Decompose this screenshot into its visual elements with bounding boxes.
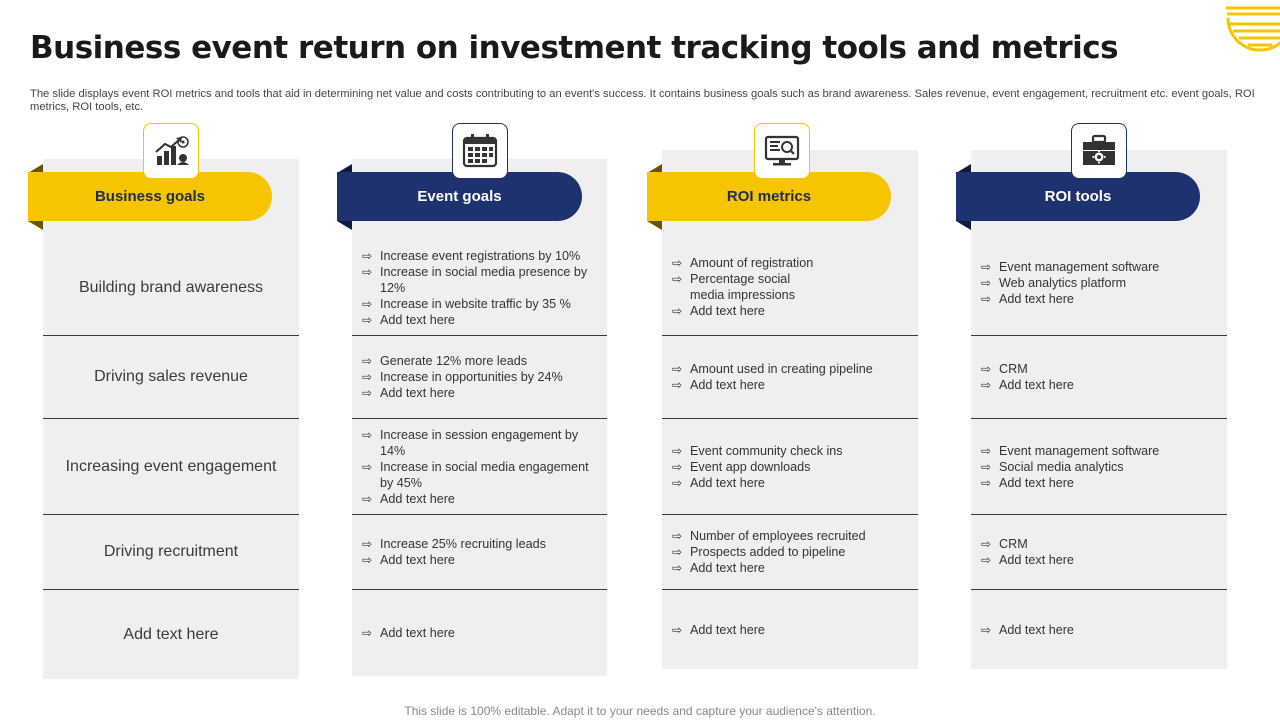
roi-metric-row <box>662 336 918 419</box>
event-goal-row <box>352 240 607 336</box>
bullet-item: ⇨ Web analytics platform <box>981 275 1219 291</box>
bullet-item: ⇨ Event management software <box>981 443 1219 459</box>
banner-fold <box>28 221 43 230</box>
calendar-icon <box>452 123 508 179</box>
bullet-item: ⇨ Number of employees recruited <box>672 528 910 544</box>
bullet-item: ⇨ Add text here <box>981 622 1219 638</box>
roi-tool-row <box>971 590 1227 669</box>
bullet-item: ⇨ Increase in social media presence by 12% <box>362 264 599 296</box>
bullet-item: ⇨ Add text here <box>981 377 1219 393</box>
corner-decoration-icon <box>1220 0 1280 58</box>
business-goal-row: Add text here <box>123 625 219 643</box>
monitor-analytics-icon <box>754 123 810 179</box>
bullet-item: ⇨ Add text here <box>981 475 1219 491</box>
business-goal-row: Driving recruitment <box>43 515 299 590</box>
bullet-item: ⇨ Add text here <box>362 312 599 328</box>
bullet-item: ⇨ Add text here <box>672 560 910 576</box>
bullet-item: ⇨ Add text here <box>672 622 910 638</box>
roi-tool-row <box>971 419 1227 515</box>
bullet-item: ⇨ Increase in website traffic by 35 % <box>362 296 599 312</box>
bullet-item: ⇨ Prospects added to pipeline <box>672 544 910 560</box>
roi-tool-row <box>971 230 1227 336</box>
bullet-item: ⇨ Add text here <box>672 475 910 491</box>
bullet-item: ⇨ Percentage social media impressions <box>672 271 910 303</box>
footer-note: This slide is 100% editable. Adapt it to your needs and capture your audience's attention. <box>404 704 876 718</box>
banner-fold <box>337 221 352 230</box>
roi-metric-row <box>662 238 918 336</box>
toolbox-gear-icon <box>1071 123 1127 179</box>
bullet-item: ⇨ Amount used in creating pipeline <box>672 361 910 377</box>
bullet-item: ⇨ Add text here <box>362 491 599 507</box>
bullet-item: ⇨ Add text here <box>981 291 1219 307</box>
page-subtitle: The slide displays event ROI metrics and tools that aid in determining net value and costs contributing to an event's success. It contains business goals such as brand awareness. Sales revenue, event engagement, recruitment etc. event goals, ROI metrics, ROI tools, etc. <box>30 88 1255 113</box>
roi-metric-row <box>662 590 918 669</box>
bullet-item: ⇨ Increase in session engagement by 14% <box>362 427 599 459</box>
event-goal-row <box>352 336 607 419</box>
bullet-item: ⇨ Event community check ins <box>672 443 910 459</box>
event-goal-row <box>352 590 607 676</box>
bullet-item: ⇨ Add text here <box>672 303 910 319</box>
roi-metric-row <box>662 419 918 515</box>
column-header-event-goals: Event goals <box>337 172 582 221</box>
event-goal-row <box>352 515 607 590</box>
business-goal-row: Building brand awareness <box>43 240 299 336</box>
roi-tool-row <box>971 515 1227 590</box>
roi-metric-row <box>662 515 918 590</box>
column-header-roi-tools: ROI tools <box>956 172 1200 221</box>
banner-fold <box>647 221 662 230</box>
bullet-item: ⇨ Add text here <box>362 552 599 568</box>
roi-tool-row <box>971 336 1227 419</box>
bullet-item: ⇨ Increase in social media engagement by 45% <box>362 459 599 491</box>
bullet-item: ⇨ Increase event registrations by 10% <box>362 248 599 264</box>
event-goal-row <box>352 419 607 515</box>
page-title: Business event return on investment tracking tools and metrics <box>30 30 1119 66</box>
bullet-item: ⇨ Generate 12% more leads <box>362 353 599 369</box>
column-header-roi-metrics: ROI metrics <box>647 172 891 221</box>
bullet-item: ⇨ Add text here <box>981 552 1219 568</box>
bullet-item: ⇨ Social media analytics <box>981 459 1219 475</box>
bullet-item: ⇨ Add text here <box>362 385 599 401</box>
bullet-item: ⇨ Event management software <box>981 259 1219 275</box>
business-goal-row: Driving sales revenue <box>43 336 299 419</box>
bullet-item: ⇨ Increase in opportunities by 24% <box>362 369 599 385</box>
bullet-item: ⇨ Add text here <box>672 377 910 393</box>
bullet-item: ⇨ Amount of registration <box>672 255 910 271</box>
column-header-business-goals: Business goals <box>28 172 272 221</box>
business-goal-row: Increasing event engagement <box>43 419 299 515</box>
bullet-item: ⇨ CRM <box>981 361 1219 377</box>
chart-growth-icon <box>143 123 199 179</box>
bullet-item: ⇨ Add text here <box>362 625 599 641</box>
bullet-item: ⇨ Event app downloads <box>672 459 910 475</box>
bullet-item: ⇨ CRM <box>981 536 1219 552</box>
bullet-item: ⇨ Increase 25% recruiting leads <box>362 536 599 552</box>
banner-fold <box>956 221 971 230</box>
